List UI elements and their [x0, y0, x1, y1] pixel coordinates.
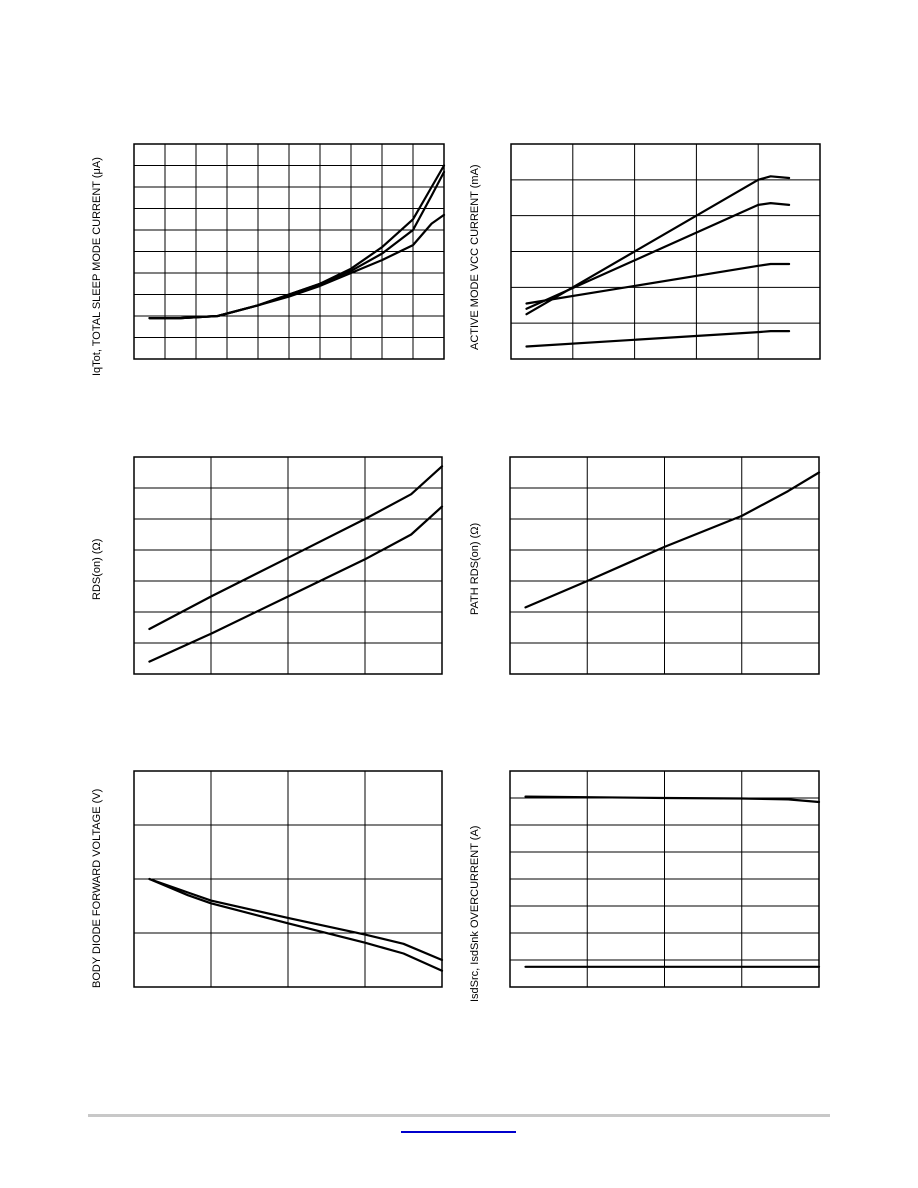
active-current-series-1: [527, 176, 790, 314]
body-diode-series-2: [149, 879, 442, 960]
chart-path-rdson-ylabel: PATH RDS(on) (Ω): [469, 522, 481, 615]
chart-body-diode-ylabel: BODY DIODE FORWARD VOLTAGE (V): [91, 788, 103, 988]
footer-link[interactable]: [401, 1131, 516, 1133]
active-current-series-3: [527, 264, 790, 304]
chart-body-diode: [91, 771, 442, 988]
chart-active-current: [469, 144, 820, 359]
sleep-current-series-2: [150, 172, 445, 318]
path-rdson-series-1: [526, 473, 820, 608]
chart-rdson-ylabel: RDS(on) (Ω): [91, 538, 103, 600]
footer-divider: [88, 1114, 830, 1117]
chart-path-rdson: [469, 457, 819, 674]
rdson-series-1: [149, 466, 442, 629]
chart-sleep-current-ylabel: IqTot, TOTAL SLEEP MODE CURRENT (μA): [91, 157, 103, 376]
chart-active-current-ylabel: ACTIVE MODE VCC CURRENT (mA): [469, 164, 481, 350]
rdson-series-2: [149, 507, 442, 662]
overcurrent-series-1: [526, 797, 820, 802]
chart-overcurrent-ylabel: IsdSrc, IsdSnk OVERCURRENT (A): [469, 825, 481, 1002]
active-current-series-2: [527, 203, 790, 309]
body-diode-series-1: [149, 879, 442, 971]
sleep-current-series-1: [150, 166, 445, 319]
active-current-series-4: [527, 331, 790, 346]
chart-overcurrent: [469, 771, 819, 1002]
chart-sleep-current: [91, 144, 444, 376]
chart-rdson: [91, 457, 442, 674]
